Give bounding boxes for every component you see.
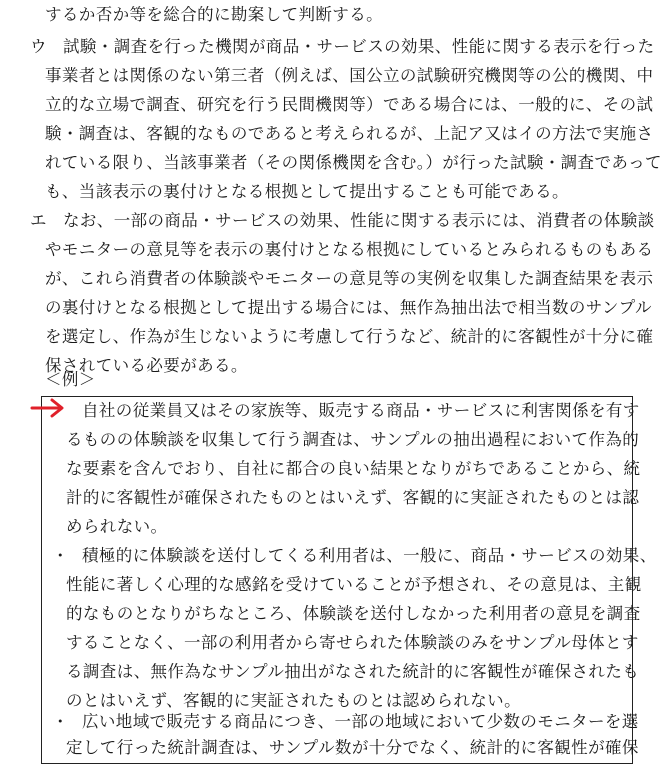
section-u-line: 事業者とは関係のない第三者（例えば、国公立の試験研究機関等の公的機関、中 bbox=[45, 66, 654, 85]
example-1-line: 自社の従業員又はその家族等、販売する商品・サービスに利害関係を有す bbox=[82, 401, 640, 420]
example-1-line: 計的に客観性が確保されたものとはいえず、客観的に実証されたものとは認 bbox=[66, 488, 640, 507]
example-1-line: るものの体験談を収集して行う調査は、サンプルの抽出過程において作為的 bbox=[66, 430, 640, 449]
section-u-line: 験・調査は、客観的なものであると考えられるが、上記ア又はイの方法で実施さ bbox=[45, 124, 654, 143]
intro-tail-text: するか否か等を総合的に勘案して判断する。 bbox=[45, 5, 383, 24]
section-e-line: 保されている必要がある。 bbox=[45, 356, 248, 375]
example-3-line: 広い地域で販売する商品につき、一部の地域において少数のモニターを選 bbox=[82, 712, 639, 731]
example-1-line: められない。 bbox=[66, 517, 168, 536]
section-e-line: なお、一部の商品・サービスの効果、性能に関する表示には、消費者の体験談 bbox=[63, 211, 655, 230]
example-2-line: 性能に著しく心理的な感銘を受けていることが予想され、その意見は、主観 bbox=[66, 575, 642, 594]
section-e-line: が、これら消費者の体験談やモニターの意見等の実例を収集した調査結果を表示 bbox=[45, 269, 654, 288]
example-3-line: 定して行った統計調査は、サンプル数が十分でなく、統計的に客観性が確保 bbox=[66, 738, 639, 757]
example-2-bullet: ・ bbox=[52, 546, 69, 565]
example-2-line: 積極的に体験談を送付してくる利用者は、一般に、商品・サービスの効果、 bbox=[82, 546, 657, 565]
example-3-bullet: ・ bbox=[52, 712, 69, 731]
example-1-line: な要素を含んでおり、自社に都合の良い結果となりがちであることから、統 bbox=[66, 459, 641, 478]
red-arrow-icon bbox=[30, 397, 68, 419]
section-u-line: も、当該表示の裏付けとなる根拠として提出することも可能である。 bbox=[45, 182, 569, 201]
example-2-line: 的なものとなりがちなところ、体験談を送付しなかった利用者の意見を調査 bbox=[66, 604, 641, 623]
section-u-line: 立的な立場で調査、研究を行う民間機関等）である場合には、一般的に、その試 bbox=[45, 95, 654, 114]
example-2-line: することなく、一部の利用者から寄せられた体験談のみをサンプル母体とす bbox=[66, 633, 639, 652]
example-heading: ＜例＞ bbox=[45, 370, 96, 389]
section-e-line: やモニターの意見等を表示の裏付けとなる根拠にしているとみられるものもある bbox=[45, 240, 654, 259]
section-u-label: ウ bbox=[30, 37, 47, 56]
section-u-line: 試験・調査を行った機関が商品・サービスの効果、性能に関する表示を行った bbox=[63, 37, 655, 56]
section-e-label: エ bbox=[30, 211, 47, 230]
example-2-line: る調査は、無作為なサンプル抽出がなされた統計的に客観性が確保されたも bbox=[66, 662, 640, 681]
section-e-line: の裏付けとなる根拠として提出する場合には、無作為抽出法で相当数のサンプル bbox=[45, 298, 652, 317]
section-u-line: れている限り、当該事業者（その関係機関を含む。）が行った試験・調査であって bbox=[45, 153, 662, 172]
section-e-line: を選定し、作為が生じないように考慮して行うなど、統計的に客観性が十分に確 bbox=[45, 327, 654, 346]
example-2-line: のとはいえず、客観的に実証されたものとは認められない。 bbox=[66, 691, 521, 710]
